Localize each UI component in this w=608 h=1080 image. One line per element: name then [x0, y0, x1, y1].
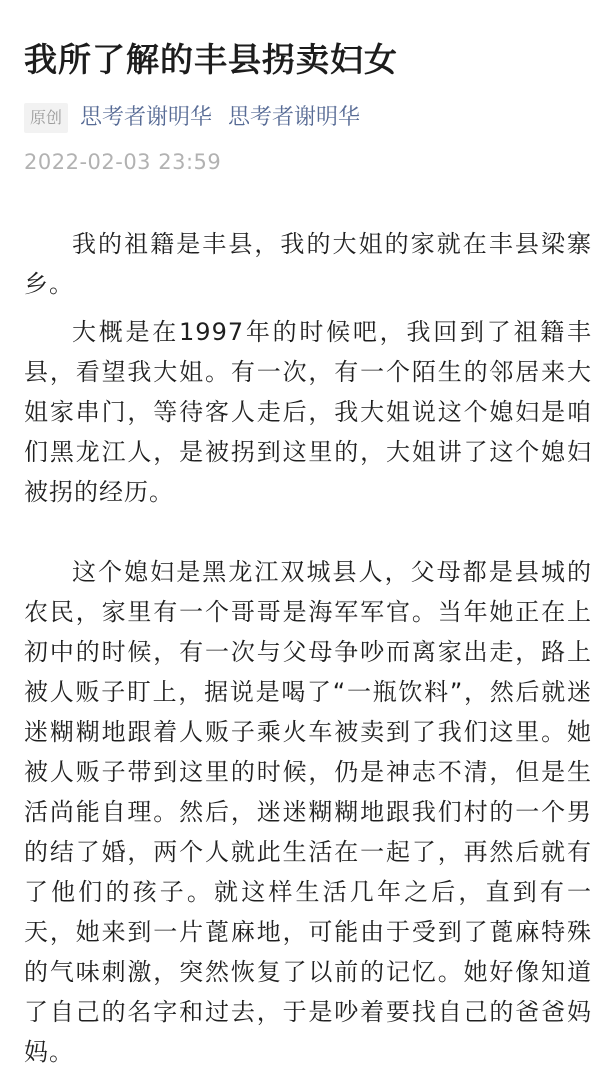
article-title: 我所了解的丰县拐卖妇女: [24, 40, 398, 79]
publish-datetime: 2022-02-03 23:59: [24, 150, 222, 174]
article-body: [24, 224, 592, 1080]
author-name-link[interactable]: 思考者谢明华: [80, 105, 213, 130]
account-name-link[interactable]: 思考者谢明华: [228, 105, 361, 130]
paragraph: 大概是在1997年的时候吧，我回到了祖籍丰县，看望我大姐。有一次，有一个陌生的邻居来大姐家串门，等待客人走后，我大姐说这个媳妇是咱们黑龙江人，是被拐到这里的，大姐讲了这个媳妇被拐的经历。: [24, 318, 592, 506]
paragraph: 这个媳妇是黑龙江双城县人，父母都是县城的农民，家里有一个哥哥是海军军官。当年她正在上初中的时候，有一次与父母争吵而离家出走，路上被人贩子盯上，据说是喝了“一瓶饮料”，然后就迷迷糊糊地跟着人贩子乘火车被卖到了我们这里。她被人贩子带到这里的时候，仍是神志不清，但是生活尚能自理。然后，迷迷糊糊地跟我们村的一个男的结了婚，两个人就此生活在一起了，再然后就有了他们的孩子。就这样生活几年之后，直到有一天，她来到一片蓖麻地，可能由于受到了蓖麻特殊的气味刺激，突然恢复了以前的记忆。她好像知道了自己的名字和过去，于是吵着要找自己的爸爸妈妈。: [24, 558, 592, 1066]
paragraph: 我的祖籍是丰县，我的大姐的家就在丰县梁寨乡。: [24, 230, 592, 298]
article-meta: [24, 101, 376, 135]
original-badge: 原创: [24, 103, 68, 133]
